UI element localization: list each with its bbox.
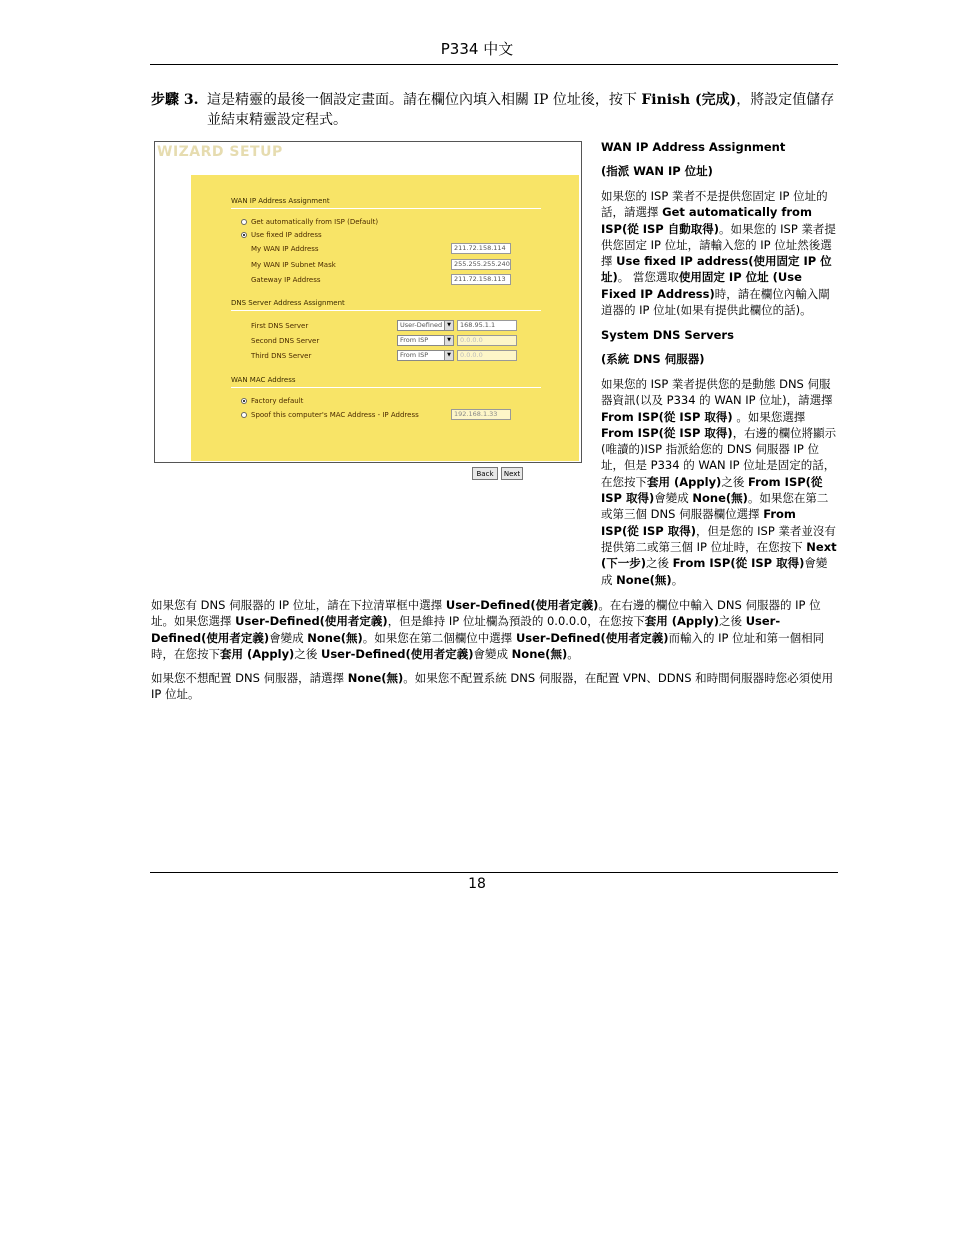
text: 。如果您在第二個欄位中選擇 — [362, 630, 516, 645]
bold-text: Next (下一步) — [601, 539, 837, 571]
text: 而輸入的 IP 位址和第一個相同時，在您按下 — [151, 630, 825, 661]
right-heading-wan-cn — [601, 163, 837, 179]
bold-text: 使用固定 IP 位址 (Use Fixed IP Address) — [601, 270, 802, 301]
dns2-label: Second DNS Server — [251, 337, 320, 345]
wizard-panel — [191, 175, 579, 478]
text: 如果您的 ISP 業者提供您的是動態 DNS 伺服器資訊(以及 P334 的 WAN IP 位址)，請選擇 — [601, 377, 833, 408]
right-heading-wan — [601, 139, 837, 155]
radio-selected-icon[interactable] — [241, 232, 247, 238]
dns2-input[interactable]: 0.0.0.0 — [457, 335, 517, 346]
text: ，但是您的 ISP 業者並沒有提供第二或第三個 IP 位址時，在您按下 — [601, 523, 836, 554]
right-heading-dns-cn — [601, 351, 837, 367]
bold-text: 套用 (Apply) — [647, 474, 722, 489]
bold-text: None(無) — [307, 630, 363, 645]
back-button[interactable]: Back — [472, 467, 498, 480]
heading-text: (指派 WAN IP 位址) — [601, 164, 713, 178]
text: 時，請在欄位內輸入閘道器的 IP 位址(如果有提供此欄位的話)。 — [601, 286, 830, 318]
wan-ip-input[interactable]: 211.72.158.114 — [451, 243, 511, 254]
text: 會變成 — [601, 556, 828, 587]
heading-text: System DNS Servers — [601, 328, 734, 342]
bold-text: User-Defined(使用者定義) — [515, 630, 669, 645]
bold-text: None(無) — [692, 491, 748, 506]
bold-text: 套用 (Apply) — [220, 646, 295, 661]
dns1-select-value: User-Defined — [400, 321, 443, 329]
dns3-label: Third DNS Server — [251, 352, 312, 360]
dns3-select-value: From ISP — [400, 351, 429, 359]
step-text-2: ，將設定值儲存並結束精靈設定程式。 — [207, 92, 835, 128]
heading-text: (系統 DNS 伺服器) — [601, 352, 705, 366]
radio-icon[interactable] — [241, 219, 247, 225]
paragraph-user-defined — [151, 597, 837, 662]
text: 之後 — [646, 556, 673, 571]
bold-text: None(無) — [347, 671, 404, 685]
text: 。在右邊的欄位中輸入 DNS 伺服器的 IP 位址。如果您選擇 — [151, 598, 821, 629]
option-auto-label: Get automatically from ISP (Default) — [251, 218, 379, 226]
wizard-screenshot — [154, 141, 582, 478]
step-instruction — [151, 90, 841, 130]
bold-text: Use fixed IP address(使用固定 IP 位址) — [601, 254, 832, 285]
separator — [231, 387, 541, 388]
step-text-1: 這是精靈的最後一個設定畫面。請在欄位內填入相關 IP 位址後，按下 — [207, 92, 642, 108]
separator — [231, 208, 541, 209]
radio-selected-icon[interactable] — [241, 398, 247, 404]
bold-text: From ISP(從 ISP 取得) — [601, 474, 823, 506]
text: 。 — [671, 572, 684, 587]
chevron-down-icon[interactable]: ▼ — [444, 321, 453, 330]
bold-text: User-Defined(使用者定義) — [320, 646, 474, 661]
gateway-input[interactable]: 211.72.158.113 — [451, 274, 511, 285]
right-heading-dns — [601, 327, 837, 343]
option-auto[interactable] — [241, 218, 378, 226]
text: ，右邊的欄位將顯示(唯讀的)ISP 指派給您的 DNS 伺服器 IP 位址，但是 P334 的 WAN IP 位址是固定的話，在您按下 — [601, 425, 837, 489]
bold-text: From ISP(從 ISP 取得) — [601, 425, 733, 440]
bold-text: From ISP(從 ISP 取得) — [601, 507, 796, 538]
dns2-select-value: From ISP — [400, 336, 429, 344]
spoof-ip-input[interactable]: 192.168.1.33 — [451, 409, 511, 420]
wan-section-title: WAN IP Address Assignment — [231, 197, 330, 205]
header-rule — [150, 64, 838, 65]
bold-text: Get automatically from ISP(從 ISP 自動取得) — [601, 205, 812, 236]
option-spoof[interactable] — [241, 411, 419, 419]
text: 。 當您選取 — [617, 270, 679, 285]
bold-text: 套用 (Apply) — [644, 614, 720, 629]
dns1-input[interactable]: 168.95.1.1 — [457, 320, 517, 331]
bold-text: None(無) — [511, 646, 568, 661]
heading-text: WAN IP Address Assignment — [601, 140, 786, 154]
mac-section-title: WAN MAC Address — [231, 376, 296, 384]
wizard-title: WIZARD SETUP — [157, 144, 283, 160]
dns3-select[interactable] — [397, 350, 454, 361]
text: 如果您有 DNS 伺服器的 IP 位址，請在下拉清單框中選擇 — [151, 598, 446, 612]
separator — [231, 310, 541, 311]
dns3-input[interactable]: 0.0.0.0 — [457, 350, 517, 361]
wan-ip-label: My WAN IP Address — [251, 245, 319, 253]
subnet-mask-label: My WAN IP Subnet Mask — [251, 261, 336, 269]
text: 。如果您不配置系統 DNS 伺服器，在配置 VPN、DDNS 和時間伺服器時您必須使用 IP 位址。 — [151, 671, 834, 702]
text: 如果您不想配置 DNS 伺服器，請選擇 — [151, 671, 348, 685]
page-header-title: P334 中文 — [440, 40, 514, 58]
text: 之後 — [719, 614, 746, 629]
text: 會變成 — [654, 491, 693, 506]
bold-text: From ISP(從 ISP 取得) — [601, 409, 733, 424]
bold-text: None(無) — [616, 572, 672, 587]
chevron-down-icon[interactable]: ▼ — [444, 336, 453, 345]
gateway-label: Gateway IP Address — [251, 276, 321, 284]
dns2-select[interactable] — [397, 335, 454, 346]
bold-text: User-Defined(使用者定義) — [151, 614, 781, 645]
chevron-down-icon[interactable]: ▼ — [444, 351, 453, 360]
subnet-mask-input[interactable]: 255.255.255.240 — [451, 259, 511, 270]
text: 如果您的 ISP 業者不是提供您固定 IP 位址的話，請選擇 — [601, 189, 828, 220]
dns1-select[interactable] — [397, 320, 454, 331]
dns-section-title: DNS Server Address Assignment — [231, 299, 345, 307]
page-number: 18 — [468, 876, 486, 892]
option-spoof-label: Spoof this computer's MAC Address - IP Address — [251, 411, 419, 419]
step-text — [207, 90, 841, 130]
text: 。如果您選擇 — [732, 409, 806, 424]
text: 會變成 — [269, 630, 308, 645]
text: 之後 — [294, 646, 321, 661]
text: ，但是維持 IP 位址欄為預設的 0.0.0.0，在您按下 — [387, 614, 645, 629]
footer-rule — [150, 872, 838, 873]
dns1-label: First DNS Server — [251, 322, 309, 330]
bold-text: User-Defined(使用者定義) — [235, 614, 388, 629]
option-fixed-label: Use fixed IP address — [251, 231, 322, 239]
paragraph-none — [151, 670, 837, 703]
step-finish: Finish (完成) — [641, 92, 737, 108]
option-factory[interactable] — [241, 397, 303, 405]
radio-icon[interactable] — [241, 412, 247, 418]
right-paragraph-dns — [601, 376, 837, 588]
right-paragraph-wan — [601, 188, 837, 318]
option-fixed[interactable] — [241, 231, 322, 239]
bold-text: User-Defined(使用者定義) — [445, 598, 599, 612]
step-label: 步驟 3. — [151, 92, 199, 108]
option-factory-label: Factory default — [251, 397, 304, 405]
text: 。如果您在第二或第三個 DNS 伺服器欄位選擇 — [601, 491, 829, 522]
bold-text: From ISP(從 ISP 取得) — [672, 556, 805, 571]
text: 。如果您的 ISP 業者提供您固定 IP 位址，請輸入您的 IP 位址然後選擇 — [601, 221, 836, 269]
text: 之後 — [721, 474, 748, 489]
text: 。 — [567, 646, 579, 661]
text: 會變成 — [473, 646, 512, 661]
next-button[interactable]: Next — [501, 467, 523, 480]
